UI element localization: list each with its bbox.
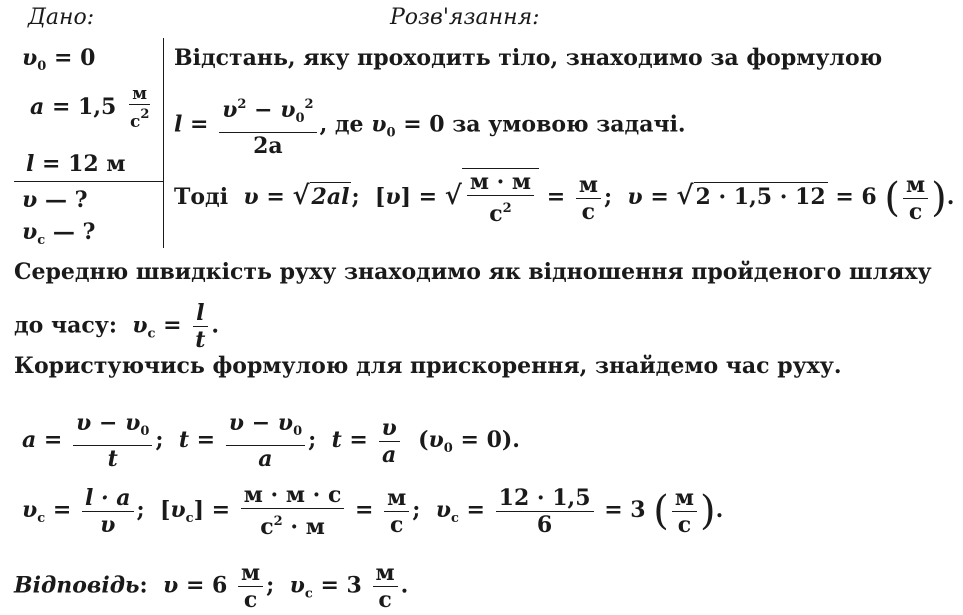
solution-line-6: Користуючись формулою для прискорення, знайдемо час руху. (14, 353, 842, 379)
formula-vc-def: до часу: $\upsilon_с$ = $\frac{l}{t}$ . (14, 300, 220, 353)
given-divider-vertical (163, 38, 164, 248)
formula-v: Тоді υ = √2al; [υ] = √ м · м $с^2$ = м с ; υ = √2 · 1,5 · 12 = 6 ( м с ). (174, 169, 955, 227)
find-vc: $\upsilon_с$ — ? (22, 219, 96, 248)
given-l: l = 12 м (26, 151, 126, 177)
given-heading: Дано: (28, 5, 95, 30)
find-v: υ — ? (22, 187, 88, 213)
answer-label: Відповідь (14, 572, 140, 599)
formula-l: l = $\frac{\upsilon^2 - \upsilon_0^2}{2a}$ , де $\upsilon_0 = 0$ за умовою задачі. (174, 92, 686, 159)
given-v0: $\upsilon_0 = 0$ (22, 45, 96, 74)
solution-heading: Розв'язання: (390, 5, 540, 30)
given-a: a = 1,5 м $с^2$ (30, 84, 155, 132)
solution-line-4: Середню швидкість руху знаходимо як відношення пройденого шляху (14, 259, 932, 285)
formula-vc-calc: $\upsilon_с$ = $\frac{l \cdot a}{\upsilon}$ ; $[\upsilon_с]$ = м · м · с $с^2 \cdot м$ = м с ; $\upsilon_с$ = $\frac{12 \cdot 1,5}{6}$ = 3 ( м с ). (22, 482, 724, 540)
formula-t: a = $\frac{\upsilon - \upsilon_0}{t}$ ; t = $\frac{\upsilon - \upsilon_0}{a}$ ; t = $\frac{\upsilon}{a}$ $(\upsilon_0 = 0)$. (22, 410, 520, 472)
unit-m-per-s2: м $с^2$ (129, 84, 150, 132)
given-divider-horizontal (14, 181, 164, 182)
answer-line: Відповідь: υ = 6 м с ; $\upsilon_с = 3$ м с . (14, 560, 409, 613)
solution-line-1: Відстань, яку проходить тіло, знаходимо за формулою (174, 45, 883, 71)
